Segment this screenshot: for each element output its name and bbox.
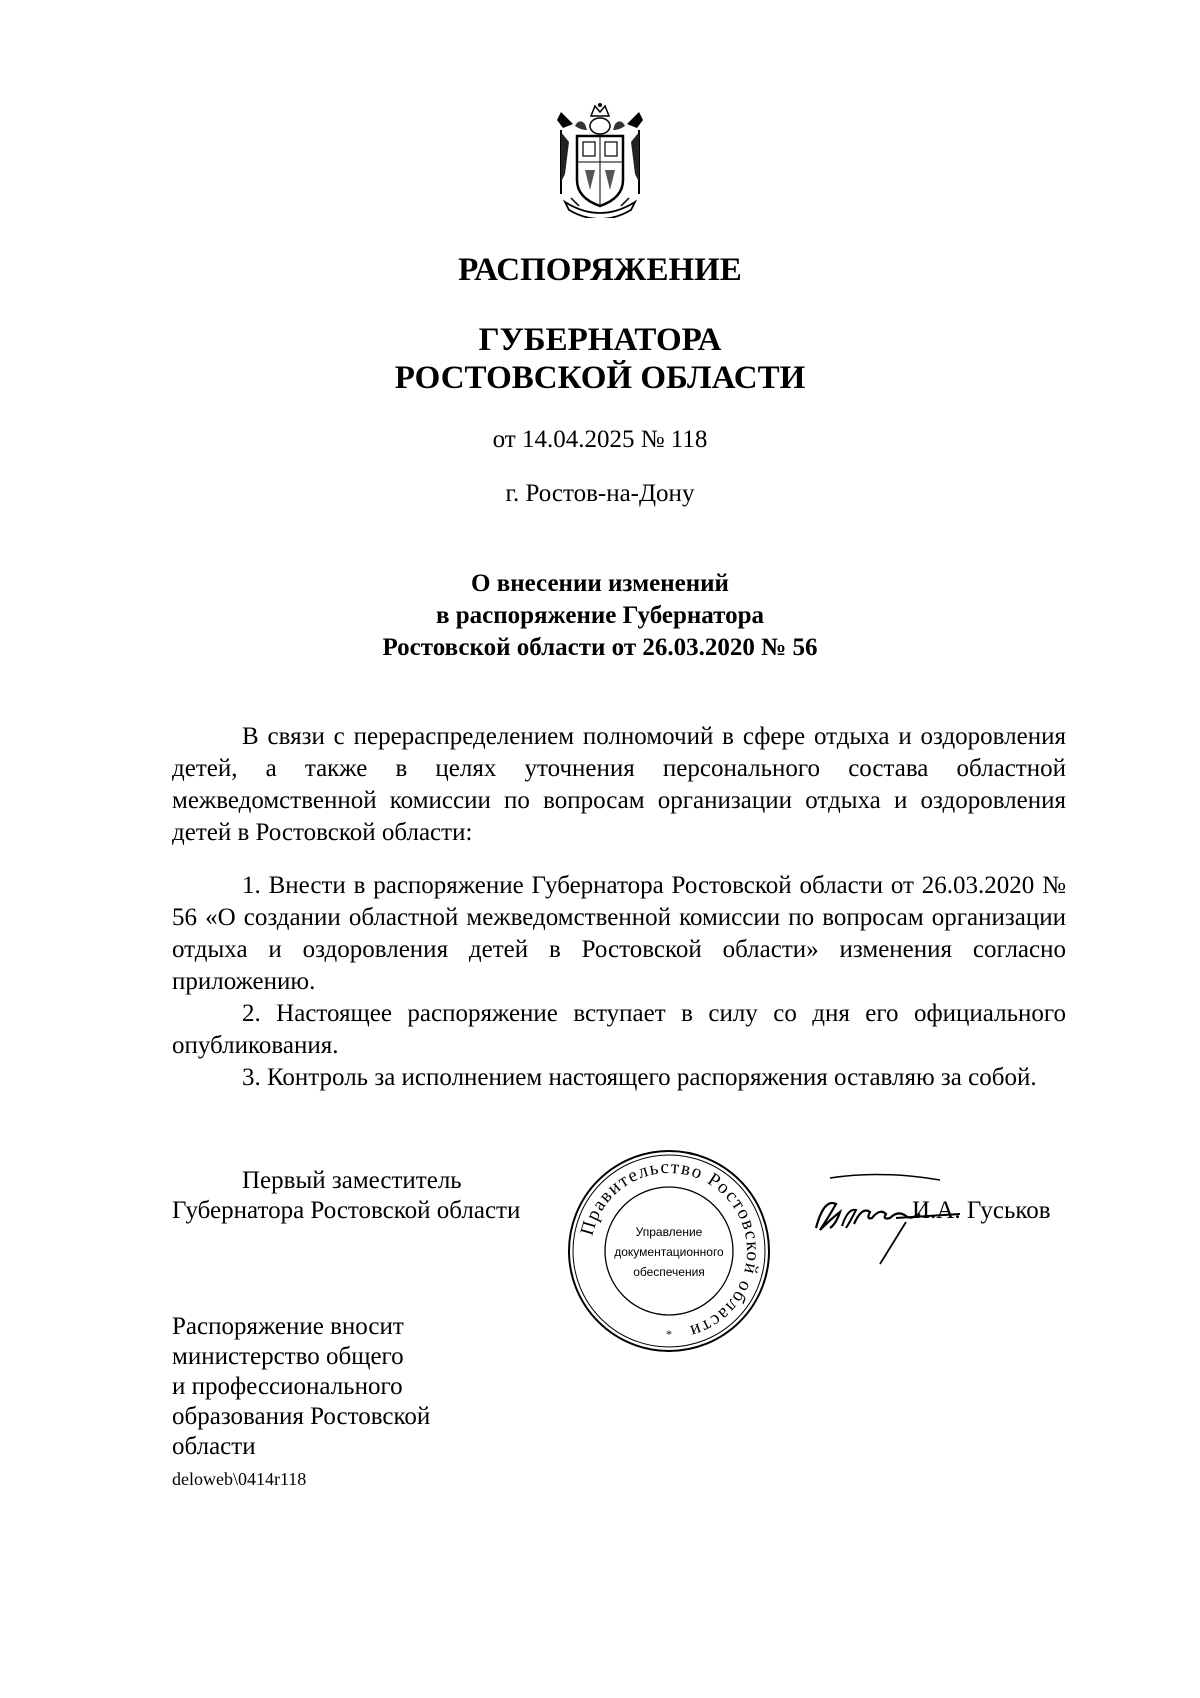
official-stamp <box>566 1148 772 1354</box>
stamp-center-line2: документационного <box>614 1245 724 1259</box>
document-type-title: РАСПОРЯЖЕНИЕ <box>458 252 742 288</box>
document-date-number: от 14.04.2025 № 118 <box>492 426 708 453</box>
subject-line2: в распоряжение Губернатора <box>435 602 765 629</box>
document-city: г. Ростов-на-Дону <box>505 480 695 507</box>
stamp-center-line3: обеспечения <box>633 1265 705 1279</box>
order-item-2: 2. Настоящее распоряжение вступает в силу со дня его официального опубликования. <box>172 1000 1066 1059</box>
signatory-position-line2: Губернатора Ростовской области <box>172 1197 521 1224</box>
submission-note-line: области <box>172 1433 256 1460</box>
issuing-authority-line2: РОСТОВСКОЙ ОБЛАСТИ <box>394 360 806 396</box>
signatory-position-line1: Первый заместитель <box>242 1167 462 1194</box>
issuing-authority-line1: ГУБЕРНАТОРА <box>478 322 722 358</box>
submission-note-line: образования Ростовской <box>172 1403 431 1430</box>
stamp-center-line1: Управление <box>635 1225 703 1239</box>
stamp-ring-text: Правительство Ростовской области <box>576 1156 764 1343</box>
submission-note-line: и профессионального <box>172 1373 403 1400</box>
subject-line3: Ростовской области от 26.03.2020 № 56 <box>382 634 818 661</box>
svg-text:*: * <box>666 1327 672 1341</box>
submission-note <box>172 1312 492 1462</box>
preamble-paragraph: В связи с перераспределением полномочий в сфере отдыха и оздоровления детей, а также в целях уточнения персонального состава областной межведомственной комиссии по вопросам организации отдыха и оздоровления детей в Ростовской области: <box>172 723 1066 846</box>
order-item-1: 1. Внести в распоряжение Губернатора Ростовской области от 26.03.2020 № 56 «О создании областной межведомственной комиссии по вопросам организации отдыха и оздоровления детей в Ростовской области» изменения согласно приложению. <box>172 872 1066 995</box>
signatory-position <box>172 1166 520 1226</box>
signatory-name: И.А. Гуськов <box>912 1197 1051 1224</box>
submission-note-line: Распоряжение вносит <box>172 1313 404 1340</box>
file-reference: deloweb\0414r118 <box>172 1469 307 1489</box>
order-item-3: 3. Контроль за исполнением настоящего распоряжения оставляю за собой. <box>242 1064 1037 1091</box>
coat-of-arms-emblem <box>555 102 645 218</box>
subject-line1: О внесении изменений <box>471 570 729 597</box>
submission-note-line: министерство общего <box>172 1343 404 1370</box>
